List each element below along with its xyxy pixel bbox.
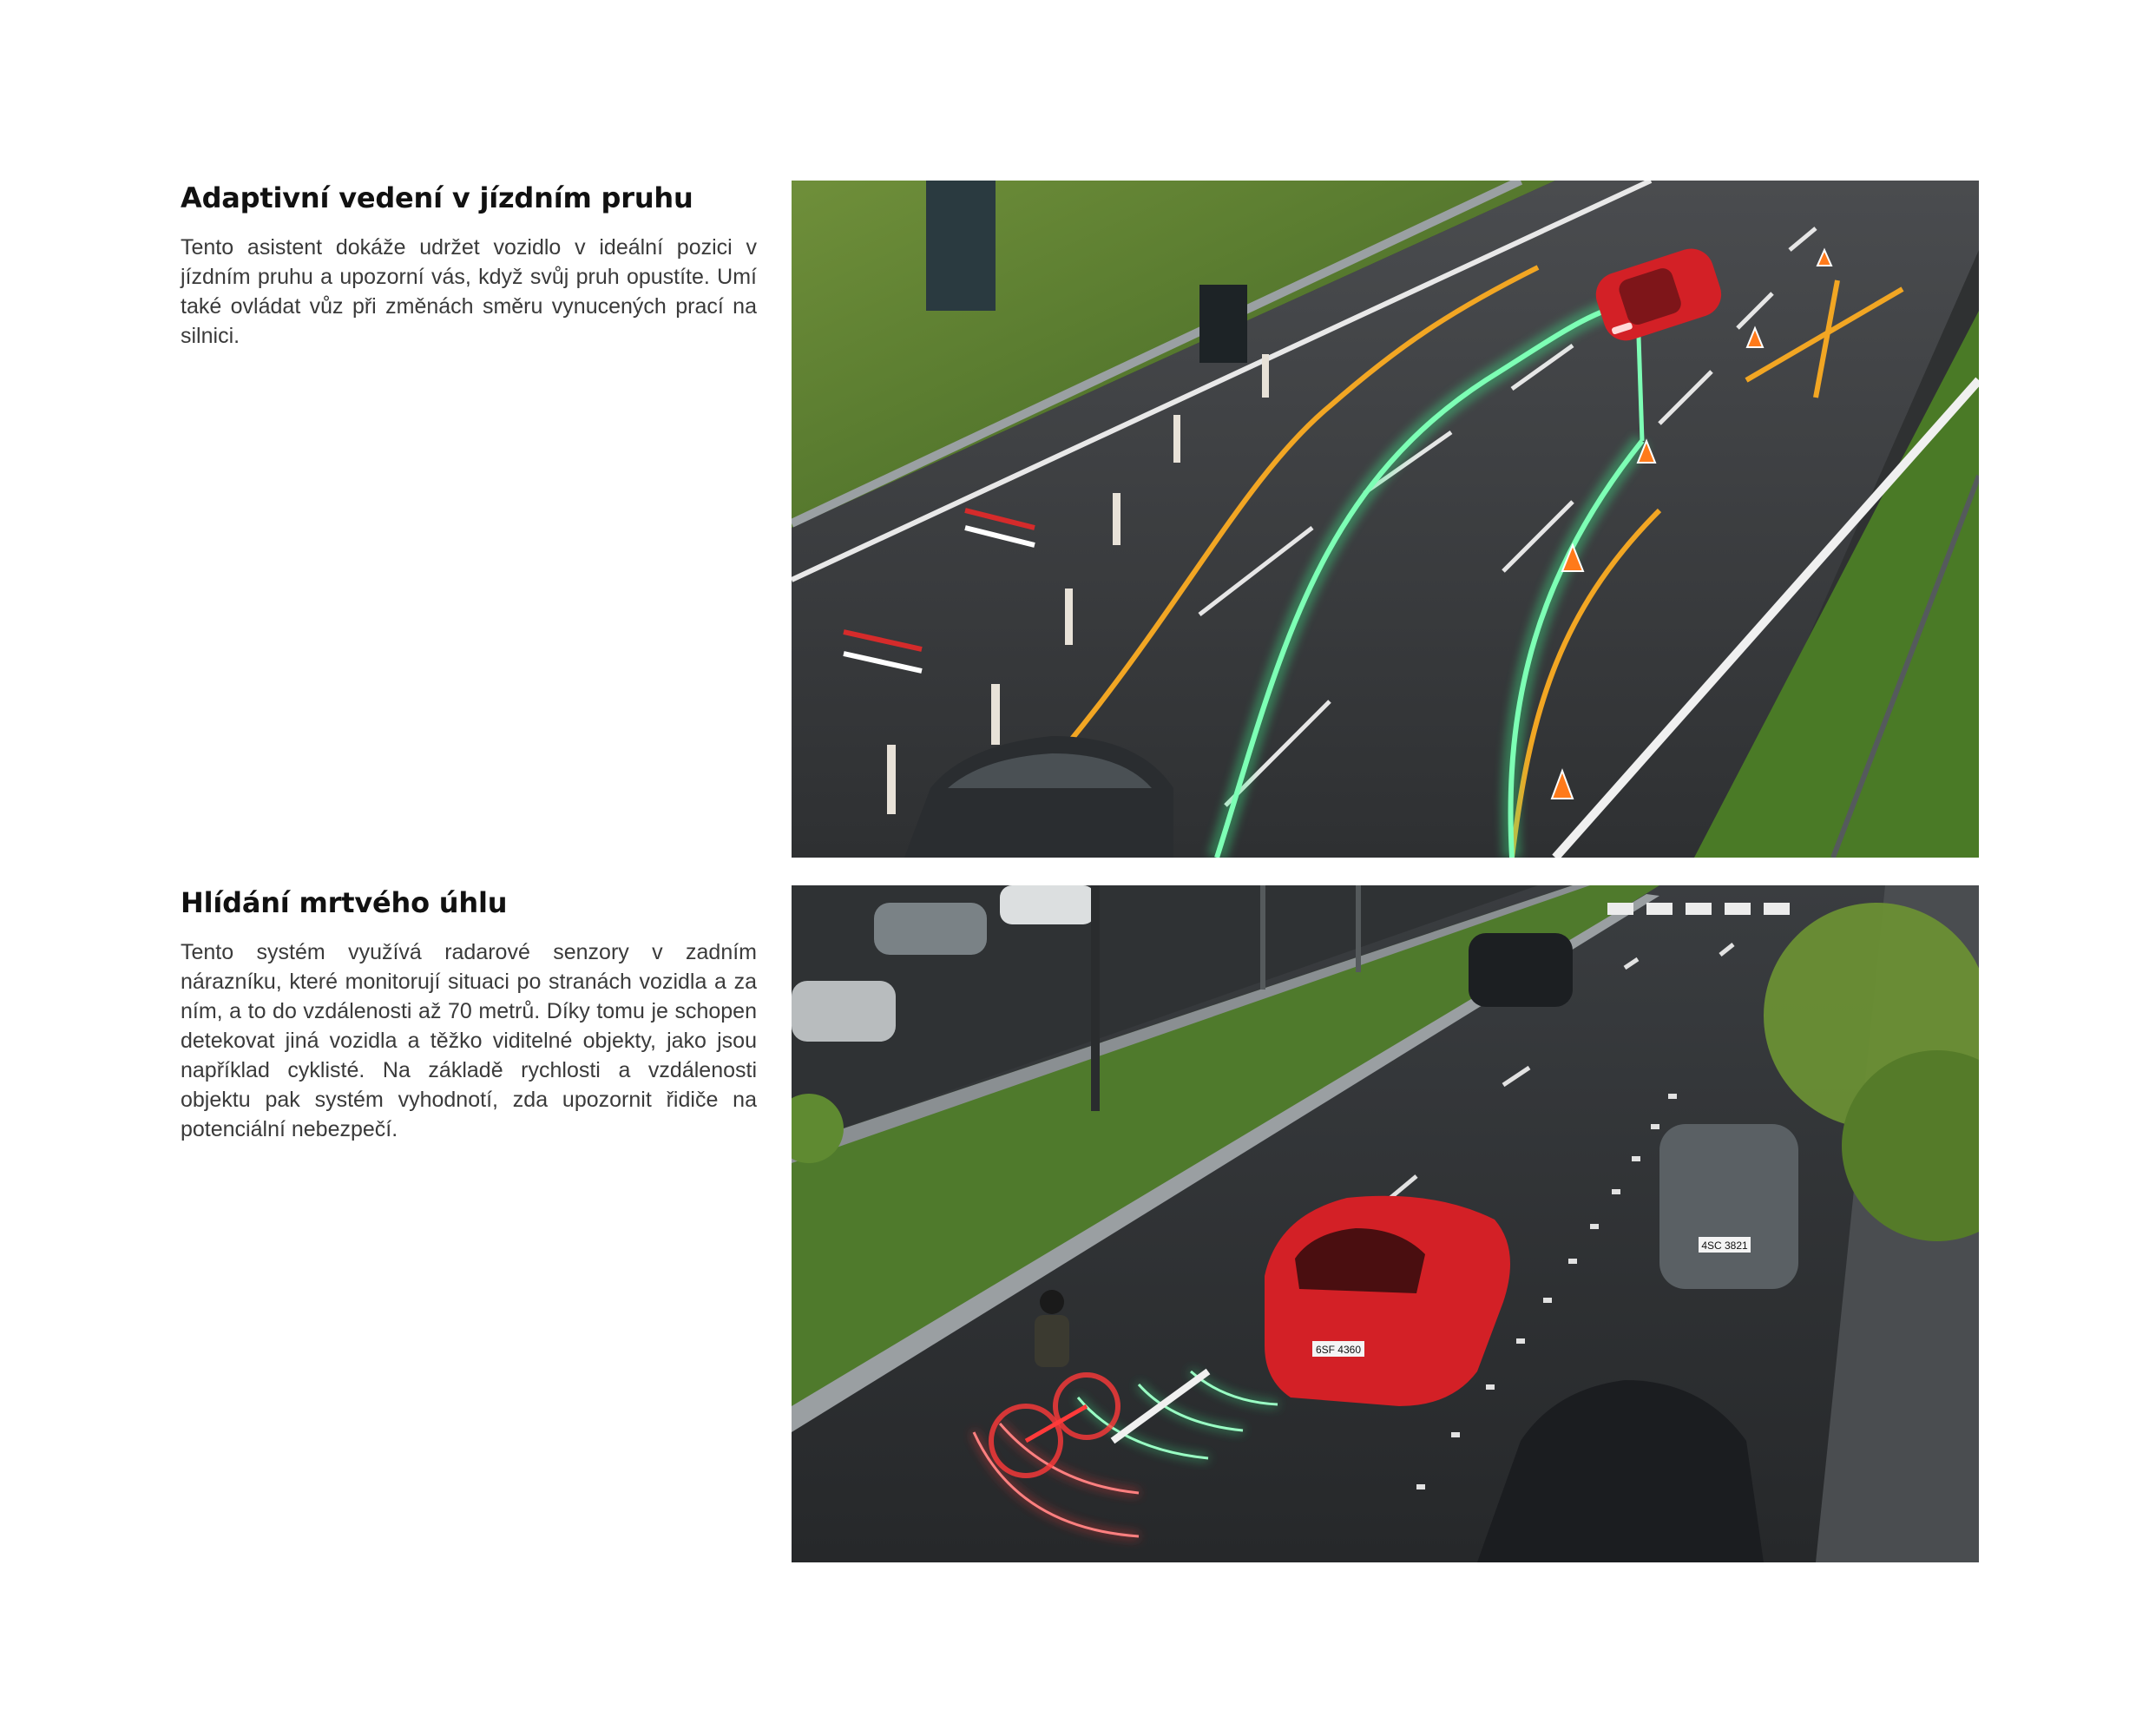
red-car <box>1265 1196 1510 1406</box>
grey-suv <box>1659 1124 1798 1289</box>
section-description: Tento systém využívá radarové senzory v zadním nárazníku, které monitorují situaci po stranách vozidla a za ním, a to do vzdálenosti až 70 metrů. Díky tomu je schopen detekovat jiná vozidla a těžko viditelné objekty, jako jsou například cyklisté. Na základě rychlosti a vzdálenosti objektu pak systém vyhodnotí, zda upozornit řidiče na potenciální nebezpečí. <box>181 940 757 1141</box>
text-column <box>181 181 757 351</box>
blind-spot-photo <box>792 885 1979 1562</box>
blind-spot-illustration <box>792 885 1979 1562</box>
section-heading: Hlídání mrtvého úhlu <box>181 886 508 919</box>
license-plate: 4SC 3821 <box>1701 1240 1748 1252</box>
section-heading: Adaptivní vedení v jízdním pruhu <box>181 181 693 214</box>
black-suv <box>1469 933 1573 1007</box>
text-column <box>181 885 757 1144</box>
section-description: Tento asistent dokáže udržet vozidlo v ideální pozici v jízdním pruhu a upozorní vás, když svůj pruh opustíte. Umí také ovládat vůz při změnách směru vynucených prací na silnici. <box>181 235 757 348</box>
license-plate: 6SF 4360 <box>1315 1344 1362 1356</box>
lane-assist-photo <box>792 181 1979 858</box>
lane-assist-illustration <box>792 181 1979 858</box>
